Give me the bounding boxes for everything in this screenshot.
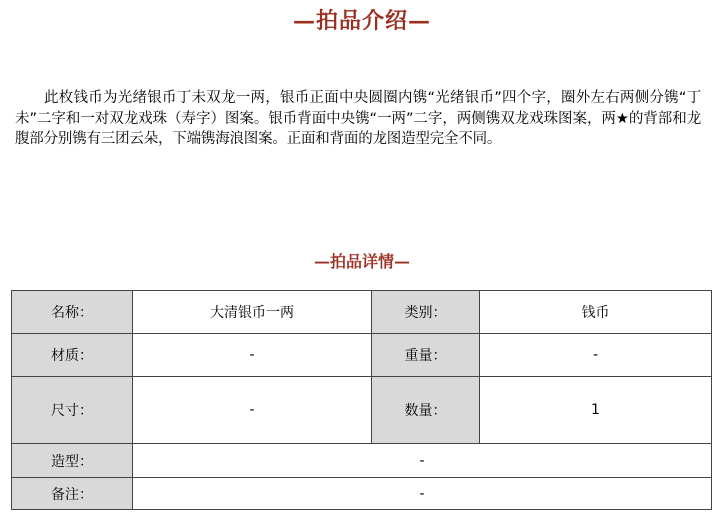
weight-label: 重量：: [372, 334, 480, 377]
intro-paragraph: 此枚钱币为光绪银币丁未双龙一两，银币正面中央圆圈内镌“光绪银币”四个字，圈外左右两侧分镌“丁未”二字和一对双龙戏珠（寿字）图案。银币背面中央镌“一两”二字，两侧镌双龙戏珠图案，两★的背部和龙腹部分别镌有三团云朵，下端镌海浪图案。正面和背面的龙图造型完全不同。: [15, 90, 701, 147]
size-label: 尺寸：: [12, 377, 133, 444]
weight-value: -: [480, 334, 712, 377]
quantity-label: 数量：: [372, 377, 480, 444]
note-label: 备注：: [12, 478, 133, 510]
table-row: [12, 444, 712, 478]
size-value: -: [133, 377, 372, 444]
shape-value: -: [133, 444, 712, 478]
category-value: 钱币: [480, 291, 712, 334]
material-value: -: [133, 334, 372, 377]
quantity-value: 1: [480, 377, 712, 444]
table-row: [12, 291, 712, 334]
details-table: [11, 290, 712, 510]
note-value: -: [133, 478, 712, 510]
table-row: [12, 478, 712, 510]
table-row: [12, 377, 712, 444]
section-title: —拍品详情—: [313, 252, 410, 271]
category-label: 类别：: [372, 291, 480, 334]
name-value: 大清银币一两: [133, 291, 372, 334]
shape-label: 造型：: [12, 444, 133, 478]
material-label: 材质：: [12, 334, 133, 377]
name-label: 名称：: [12, 291, 133, 334]
page-title: —拍品介绍—: [292, 8, 431, 34]
table-row: [12, 334, 712, 377]
